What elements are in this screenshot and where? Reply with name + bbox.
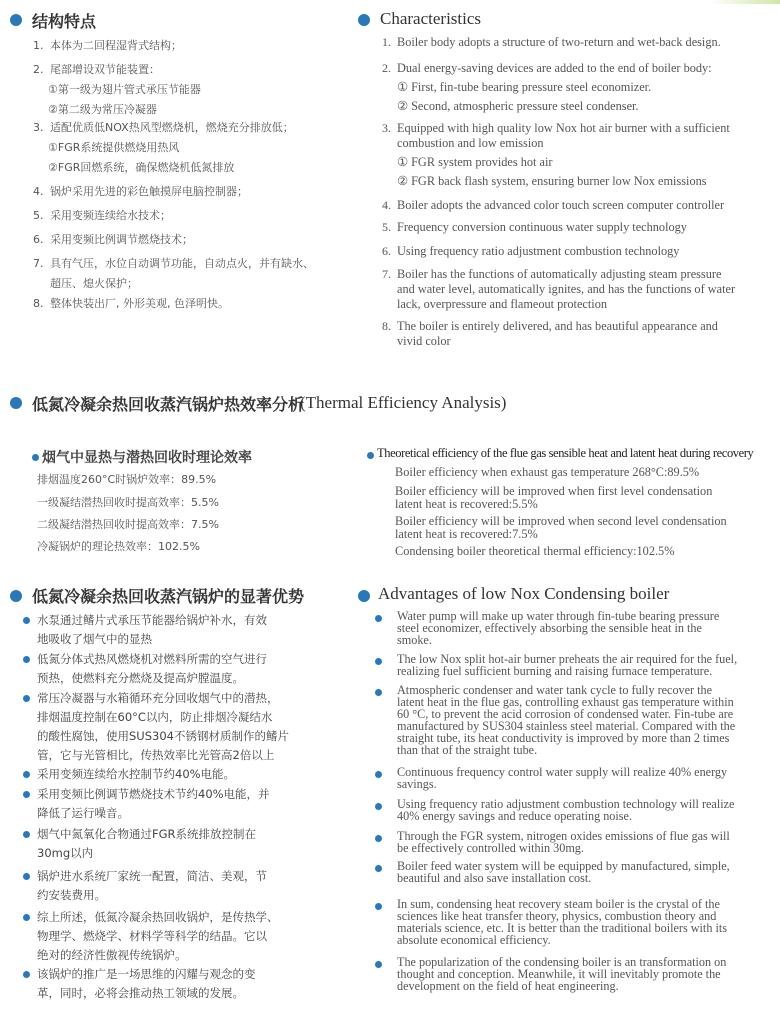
list-item-line: Boiler has the functions of automatically adjusting steam pressure [397,267,722,281]
section-bullet-icon [10,14,22,26]
list-number: 5. [382,220,391,234]
characteristics-en-title: Characteristics [380,9,482,28]
list-item-line: 锅炉采用先进的彩色触摸屏电脑控制器； [50,185,248,198]
advantage-cn-line: 采用变频比例调节燃烧技术节约40%电能，并 [37,787,270,801]
advantage-cn-line: 预热，使燃料充分燃烧及提高炉膛温度。 [37,671,244,685]
advantage-cn-line: 采用变频连续给水控制节约40%电能。 [37,767,236,781]
thermal-en-line: latent heat is recovered:5.5% [395,497,538,511]
advantage-en-line: smoke. [397,633,432,647]
list-item-line: ② FGR back flash system, ensuring burner low Nox emissions [397,174,707,188]
list-bullet-icon [375,865,382,872]
advantage-en-line: Continuous frequency control water supply will realize 40% energy [397,765,728,779]
list-item-line: Equipped with high quality low Nox hot air burner with a sufficient [397,121,730,135]
advantage-cn-line: 排烟温度控制在60°C以内，防止排烟冷凝结水 [37,710,273,724]
advantage-en-line: thought and conception. Meanwhile, it will inevitably promote the [397,967,721,981]
thermal-en-line: Boiler efficiency when exhaust gas temperature 268°C:89.5% [395,465,700,479]
advantage-en-line: Boiler feed water system will be equipped by manufactured, simple, [397,859,730,873]
advantage-en-line: materials science, etc. It is better than the traditional boilers with its [397,921,727,935]
list-bullet-icon [23,695,30,702]
thermal-cn-line: 二级凝结潜热回收时提高效率：7.5% [37,518,219,531]
list-number: 7. [382,267,391,281]
advantage-en-line: absolute economical efficiency. [397,933,551,947]
section-bullet-icon [358,590,370,602]
list-number: 4. [382,198,391,212]
list-item-line: and water level, automatically ignites, and has the functions of water [397,282,736,296]
list-bullet-icon [375,689,382,696]
advantage-cn-line: 绝对的经济性傲视传统锅炉。 [37,948,187,962]
section-bullet-icon [10,590,22,602]
list-number: 2. [33,63,44,76]
advantage-en-line: The low Nox split hot-air burner preheats the air required for the fuel, [397,652,738,666]
list-number: 6. [382,244,391,258]
section-bullet-icon [10,397,22,409]
list-bullet-icon [23,656,30,663]
advantage-en-line: savings. [397,777,437,791]
list-bullet-icon [23,617,30,624]
advantage-cn-line: 地吸收了烟气中的显热 [37,632,152,646]
list-item-line: ① First, fin-tube bearing pressure steel economizer. [397,80,652,94]
advantage-cn-line: 30mg以内 [37,846,94,860]
list-item-line: combustion and low emission [397,136,544,150]
advantage-en-line: Through the FGR system, nitrogen oxides emissions of flue gas will [397,829,730,843]
list-number: 6. [33,233,44,246]
thermal-en-subtitle: Theoretical efficiency of the flue gas sensible heat and latent heat during recovery [377,446,754,460]
advantage-cn-line: 约安装费用。 [37,888,106,902]
thermal-cn-line: 排烟温度260°C时锅炉效率：89.5% [37,473,217,486]
list-item-line: Boiler body adopts a structure of two-return and wet-back design. [397,35,721,49]
advantage-en-line: latent heat in the flue gas, controlling exhaust gas temperature within [397,695,734,709]
list-number: 8. [382,319,391,333]
advantage-en-line: be effectively controlled within 30mg. [397,841,584,855]
list-item-line: ① FGR system provides hot air [397,155,553,169]
list-item-line: vivid color [397,334,451,348]
list-item-line: Using frequency ratio adjustment combustion technology [397,244,680,258]
advantage-en-line: manufactured by SUS304 stainless steel material. Compared with the [397,719,736,733]
advantage-en-line: than that of the straight tube. [397,743,538,757]
advantage-en-line: sciences like heat transfer theory, physics, combustion theory and [397,909,717,923]
list-bullet-icon [23,971,30,978]
list-bullet-icon [375,803,382,810]
list-item-line: 适配优质低NOX热风型燃烧机，燃烧充分排放低； [50,121,294,134]
list-number: 8. [33,297,44,310]
thermal-en-line: Condensing boiler theoretical thermal efficiency:102.5% [395,544,675,558]
list-item-line: 采用变频连续给水技术； [50,209,171,222]
advantage-cn-line: 锅炉进水系统厂家统一配置，简洁、美观，节 [37,869,267,883]
thermal-en-line: Boiler efficiency will be improved when second level condensation [395,514,727,528]
list-item-line: 本体为二回程湿背式结构； [50,39,182,52]
list-item-line: The boiler is entirely delivered, and has beautiful appearance and [397,319,718,333]
advantages-en-title: Advantages of low Nox Condensing boiler [378,584,670,603]
characteristics-cn-title: 结构特点 [32,12,97,31]
advantage-en-line: Using frequency ratio adjustment combustion technology will realize [397,797,735,811]
advantage-cn-line: 的酸性腐蚀，使用SUS304不锈钢材质制作的鳍片 [37,729,289,743]
advantage-cn-line: 革，同时，必将会推动热工领域的发展。 [37,986,244,1000]
list-item-line: Dual energy-saving devices are added to the end of boiler body: [397,61,712,75]
list-bullet-icon [23,873,30,880]
list-item-line: ①第一级为翅片管式承压节能器 [48,83,201,96]
list-number: 7. [33,257,44,270]
thermal-cn-line: 冷凝锅炉的理论热效率：102.5% [37,540,200,553]
advantage-cn-line: 常压冷凝器与水箱循环充分回收烟气中的潜热， [37,691,279,705]
advantage-cn-line: 烟气中氮氧化合物通过FGR系统排放控制在 [37,827,257,841]
advantage-cn-line: 水泵通过鳍片式承压节能器给锅炉补水，有效 [37,613,267,627]
sub-bullet-icon [32,454,39,461]
advantage-cn-line: 降低了运行噪音。 [37,806,129,820]
thermal-en-line: latent heat is recovered:7.5% [395,527,538,541]
advantage-cn-line: 管，它与光管相比，传热效率比光管高2倍以上 [37,748,275,762]
section-bullet-icon [358,14,370,26]
list-item-line: 超压、熄火保护； [50,277,138,290]
list-bullet-icon [375,771,382,778]
thermal-en-line: Boiler efficiency will be improved when first level condensation [395,484,713,498]
list-number: 3. [33,121,44,134]
list-item-line: 采用变频比例调节燃烧技术； [50,233,193,246]
advantages-cn-title: 低氮冷凝余热回收蒸汽锅炉的显著优势 [32,587,305,606]
advantage-en-line: beautiful and also save installation cost. [397,871,592,885]
advantage-en-line: steel economizer, effectively absorbing the sensible heat in the [397,621,702,635]
list-bullet-icon [375,615,382,622]
list-item-line: ①FGR系统提供燃烧用热风 [48,141,180,154]
advantage-en-line: 60 °C, to prevent the acid corrosion of condensed water. Fin-tube are [397,707,734,721]
list-bullet-icon [375,903,382,910]
list-item-line: Boiler adopts the advanced color touch screen computer controller [397,198,725,212]
advantage-en-line: realizing fuel sufficient burning and raising furnace temperature. [397,664,713,678]
advantage-en-line: Water pump will make up water through fin-tube bearing pressure [397,609,720,623]
advantage-cn-line: 低氮分体式热风燃烧机对燃料所需的空气进行 [37,652,267,666]
advantage-en-line: In sum, condensing heat recovery steam boiler is the crystal of the [397,897,720,911]
list-item-line: ② Second, atmospheric pressure steel condenser. [397,99,639,113]
list-item-line: ②第二级为常压冷凝器 [48,103,157,116]
list-bullet-icon [23,831,30,838]
list-item-line: ②FGR回燃系统，确保燃烧机低氮排放 [48,161,235,174]
list-item-line: 具有气压，水位自动调节功能，自动点火，并有缺水、 [50,257,314,270]
advantage-en-line: The popularization of the condensing boiler is an transformation on [397,955,727,969]
thermal-en-title: (Thermal Efficiency Analysis) [300,393,507,412]
list-item-line: Frequency conversion continuous water supply technology [397,220,687,234]
list-number: 5. [33,209,44,222]
thermal-cn-title: 低氮冷凝余热回收蒸汽锅炉热效率分析 [32,395,305,414]
list-bullet-icon [375,658,382,665]
advantage-cn-line: 物理学、燃烧学、材料学等科学的结晶。它以 [37,929,267,943]
advantage-en-line: Atmospheric condenser and water tank cycle to fully recover the [397,683,713,697]
list-bullet-icon [375,961,382,968]
sub-bullet-icon [367,452,374,459]
list-bullet-icon [23,791,30,798]
advantage-cn-line: 综上所述，低氮冷凝余热回收锅炉，是传热学、 [37,910,279,924]
thermal-cn-subtitle: 烟气中显热与潜热回收时理论效率 [42,450,252,466]
corner-decoration [710,0,780,4]
list-number: 3. [382,121,391,135]
thermal-cn-line: 一级凝结潜热回收时提高效率：5.5% [37,496,219,509]
advantage-cn-line: 该锅炉的推广是一场思维的闪耀与观念的变 [37,967,256,981]
list-item-line: 整体快装出厂, 外形美观, 色泽明快。 [50,297,229,310]
list-item-line: 尾部增设双节能装置： [50,63,160,76]
list-number: 1. [382,35,391,49]
list-number: 4. [33,185,44,198]
list-number: 2. [382,61,391,75]
list-bullet-icon [23,914,30,921]
advantage-en-line: development on the field of heat engineering. [397,979,619,993]
list-bullet-icon [23,771,30,778]
advantage-en-line: straight tube, its heat conductivity is improved by more than 2 times [397,731,730,745]
advantage-en-line: 40% energy savings and reduce operating noise. [397,809,632,823]
list-item-line: lack, overpressure and flameout protection [397,297,607,311]
list-number: 1. [33,39,44,52]
list-bullet-icon [375,835,382,842]
